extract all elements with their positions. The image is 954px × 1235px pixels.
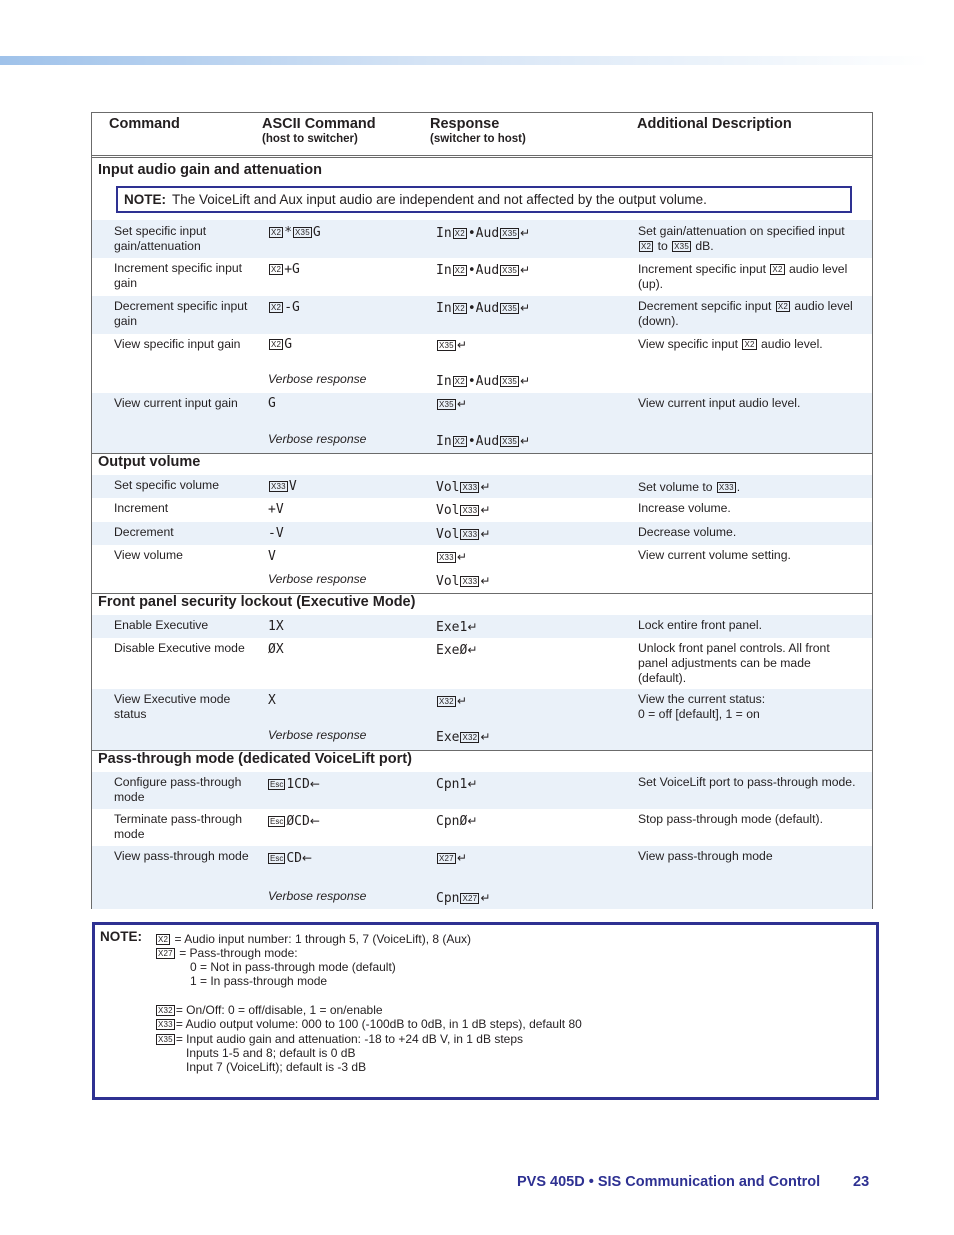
response-cell: Cpn1↵ [436, 777, 478, 792]
x35-symbol: X35 [158, 1035, 173, 1044]
x35-default-inputs: Inputs 1-5 and 8; default is 0 dB [186, 1046, 356, 1060]
table-row [92, 220, 872, 258]
x35-symbol: X35 [502, 437, 517, 446]
x2-symbol: X2 [454, 266, 465, 275]
x27-option-1: 1 = In pass-through mode [190, 974, 328, 988]
description-cell: Lock entire front panel. [638, 618, 762, 632]
return-icon: ↵ [456, 694, 467, 708]
x27-symbol: X27 [158, 949, 173, 958]
ascii-cell: X [268, 693, 276, 708]
return-icon: ↵ [480, 574, 491, 588]
description-cell: View current volume setting. [638, 548, 791, 562]
command-cell: View specific input gain [114, 337, 241, 351]
section-lockout: Front panel security lockout (Executive Mode) [98, 594, 416, 610]
x33-definition: X33 = Audio output volume: 000 to 100 (-100dB to 0dB, in 1 dB steps), default 80 [158, 1017, 582, 1031]
description-cell: Unlock front panel controls. All front panel adjustments can be made (default). [638, 641, 830, 685]
command-cell: Disable Executive mode [114, 641, 245, 655]
return-icon: ↵ [480, 527, 491, 541]
response-cell: Exe1↵ [436, 620, 478, 635]
return-icon: ↵ [467, 643, 478, 657]
x2-symbol: X2 [641, 242, 652, 251]
table-row [92, 498, 872, 522]
verbose-label: Verbose response [268, 728, 367, 742]
ascii-cell: ØX [268, 642, 284, 657]
table-row [92, 296, 872, 334]
x35-symbol: X35 [674, 242, 689, 251]
table-row [92, 615, 872, 638]
response-cell: Vol X33 ↵ [436, 503, 491, 518]
return-icon: ↵ [480, 891, 491, 905]
ascii-cell: X33 V [271, 479, 297, 494]
note-label: NOTE: [124, 192, 166, 207]
x2-symbol: X2 [271, 340, 282, 349]
ascii-cell: 1X [268, 619, 284, 634]
ascii-cell: -V [268, 526, 284, 541]
verbose-response-cell: Cpn X27 ↵ [436, 891, 491, 906]
response-cell: In X2 •Aud X35 ↵ [436, 301, 531, 316]
x33-symbol: X33 [462, 483, 478, 492]
x2-symbol: X2 [158, 935, 169, 944]
table-row [92, 522, 872, 545]
description-cell: Increase volume. [638, 501, 731, 515]
variables-note [92, 922, 879, 1100]
response-cell [436, 549, 467, 566]
description-cell: Stop pass-through mode (default). [638, 812, 823, 826]
return-icon: ↵ [456, 851, 467, 865]
command-cell: View volume [114, 548, 183, 562]
response-cell: CpnØ↵ [436, 814, 478, 829]
description-cell: Set VoiceLift port to pass-through mode. [638, 775, 856, 789]
page-number: 23 [853, 1174, 870, 1190]
return-icon: ↵ [456, 338, 467, 352]
x27-symbol: X27 [462, 894, 478, 903]
table-row [92, 393, 872, 453]
command-cell: Decrement specific input gain [114, 299, 248, 328]
ascii-cell: X2 * X35 G [271, 225, 321, 240]
return-icon: ↵ [520, 374, 531, 388]
response-cell: Vol X33 ↵ [436, 480, 491, 495]
x35-symbol: X35 [502, 304, 517, 313]
response-cell [436, 396, 467, 413]
command-cell: Terminate pass-through mode [114, 812, 243, 841]
return-icon: ↵ [456, 397, 467, 411]
table-row [92, 258, 872, 296]
command-cell: View pass-through mode [114, 849, 249, 863]
response-cell: ExeØ↵ [436, 643, 478, 658]
description-cell: View current input audio level. [638, 396, 801, 410]
x2-symbol: X2 [454, 229, 465, 238]
verbose-response-cell: Exe X32 ↵ [436, 730, 491, 745]
table-row [92, 772, 872, 809]
x2-symbol: X2 [454, 377, 465, 386]
response-cell [436, 693, 467, 710]
section-passthrough: Pass-through mode (dedicated VoiceLift port) [98, 751, 412, 767]
x2-symbol: X2 [271, 303, 282, 312]
escape-key-symbol: Esc [270, 780, 284, 789]
x32-symbol: X32 [158, 1006, 173, 1015]
x2-symbol: X2 [454, 304, 465, 313]
ascii-cell: X2 G [271, 337, 293, 352]
x33-symbol: X33 [462, 530, 478, 539]
command-cell: Set specific input gain/attenuation [114, 224, 207, 253]
return-icon: ↵ [467, 777, 478, 791]
ascii-cell: +V [268, 502, 284, 517]
verbose-label: Verbose response [268, 432, 367, 446]
x35-symbol: X35 [295, 228, 310, 237]
verbose-response-cell: In X2 •Aud X35 ↵ [436, 374, 531, 389]
top-accent-bar [0, 56, 930, 65]
x27-symbol: X27 [439, 854, 454, 863]
command-cell: View Executive mode status [114, 692, 231, 721]
x33-symbol: X33 [462, 506, 478, 515]
return-icon: ↵ [480, 730, 491, 744]
return-icon: ↵ [467, 814, 478, 828]
x32-symbol: X32 [439, 697, 454, 706]
command-cell: Configure pass-through mode [114, 775, 242, 804]
verbose-label: Verbose response [268, 372, 367, 386]
header-ascii: ASCII Command (host to switcher) [262, 116, 376, 145]
table-row [92, 334, 872, 393]
note-label: NOTE: [100, 929, 142, 944]
return-icon: ↵ [467, 620, 478, 634]
return-icon: ↵ [456, 550, 467, 564]
description-cell: Increment specific input X2 audio level (up). [638, 262, 848, 291]
x35-symbol: X35 [439, 400, 454, 409]
header-response: Response (switcher to host) [430, 116, 526, 145]
description-cell: Decrement sepcific input X2 audio level (down). [638, 299, 853, 328]
x35-symbol: X35 [502, 229, 517, 238]
table-row [92, 846, 872, 909]
note-voicelift [116, 186, 852, 213]
return-icon: ↵ [480, 480, 491, 494]
x35-symbol: X35 [502, 266, 517, 275]
x2-symbol: X2 [772, 265, 783, 274]
table-row [92, 545, 872, 593]
table-header [92, 113, 872, 158]
response-cell: Vol X33 ↵ [436, 527, 491, 542]
return-icon: ↵ [520, 301, 531, 315]
x33-symbol: X33 [439, 553, 454, 562]
response-cell [436, 850, 467, 867]
response-cell: In X2 •Aud X35 ↵ [436, 263, 531, 278]
verbose-label: Verbose response [268, 572, 367, 586]
description-cell: Set volume to X33 . [638, 480, 741, 494]
x27-option-0: 0 = Not in pass-through mode (default) [190, 960, 396, 974]
ascii-cell: G [268, 396, 276, 411]
section-input-gain: Input audio gain and attenuation [98, 162, 322, 178]
x2-definition: X2 = Audio input number: 1 through 5, 7 (VoiceLift), 8 (Aux) [158, 932, 472, 946]
x27-definition: X27 = Pass-through mode: [158, 946, 298, 960]
x2-symbol: X2 [271, 228, 282, 237]
left-arrow-icon: ← [309, 814, 320, 828]
x2-symbol: X2 [777, 302, 789, 311]
response-cell: In X2 •Aud X35 ↵ [436, 226, 531, 241]
command-cell: Set specific volume [114, 478, 219, 492]
table-row [92, 475, 872, 498]
command-cell: Increment [114, 501, 169, 515]
response-cell [436, 337, 467, 354]
return-icon: ↵ [480, 503, 491, 517]
x2-symbol: X2 [744, 340, 755, 349]
command-cell: Increment specific input gain [114, 261, 243, 290]
verbose-response-cell: In X2 •Aud X35 ↵ [436, 434, 531, 449]
left-arrow-icon: ← [309, 777, 320, 791]
ascii-cell: Esc ØCD← [270, 814, 320, 829]
header-description: Additional Description [637, 116, 792, 132]
left-arrow-icon: ← [302, 851, 313, 865]
table-row [92, 638, 872, 689]
ascii-cell: X2 -G [271, 300, 300, 315]
description-cell: Decrease volume. [638, 525, 737, 539]
command-cell: View current input gain [114, 396, 238, 410]
x33-symbol: X33 [271, 482, 286, 491]
x2-symbol: X2 [271, 265, 282, 274]
x33-symbol: X33 [158, 1020, 173, 1029]
x33-symbol: X33 [718, 483, 734, 492]
command-cell: Decrement [114, 525, 174, 539]
header-command: Command [109, 116, 180, 132]
verbose-label: Verbose response [268, 889, 367, 903]
description-cell: Set gain/attenuation on specified input X2 to X35 dB. [638, 224, 845, 253]
ascii-cell: X2 +G [271, 262, 300, 277]
section-output-volume: Output volume [98, 454, 201, 470]
x33-symbol: X33 [462, 577, 478, 586]
return-icon: ↵ [520, 226, 531, 240]
escape-key-symbol: Esc [270, 854, 284, 863]
description-cell: View specific input X2 audio level. [638, 337, 823, 351]
x35-symbol: X35 [502, 377, 517, 386]
verbose-response-cell: Vol X33 ↵ [436, 574, 491, 589]
x2-symbol: X2 [454, 437, 465, 446]
x32-symbol: X32 [462, 733, 478, 742]
description-cell: View the current status: 0 = off [default], 1 = on [638, 692, 766, 721]
command-table [91, 112, 873, 909]
command-cell: Enable Executive [114, 618, 209, 632]
return-icon: ↵ [520, 434, 531, 448]
description-cell: View pass-through mode [638, 849, 773, 863]
footer-title: PVS 405D • SIS Communication and Control [517, 1174, 821, 1190]
ascii-cell: Esc 1CD← [270, 777, 320, 792]
ascii-cell: Esc CD← [270, 851, 313, 866]
x35-symbol: X35 [439, 341, 454, 350]
escape-key-symbol: Esc [270, 817, 284, 826]
note-text: The VoiceLift and Aux input audio are independent and not affected by the output volume. [172, 192, 707, 207]
x32-definition: X32 = On/Off: 0 = off/disable, 1 = on/enable [158, 1003, 383, 1017]
ascii-cell: V [268, 549, 276, 564]
x35-default-voicelift: Input 7 (VoiceLift); default is -3 dB [186, 1060, 367, 1074]
table-row [92, 809, 872, 846]
table-row [92, 689, 872, 750]
x35-definition: X35 = Input audio gain and attenuation: -18 to +24 dB V, in 1 dB steps [158, 1032, 523, 1046]
return-icon: ↵ [520, 263, 531, 277]
